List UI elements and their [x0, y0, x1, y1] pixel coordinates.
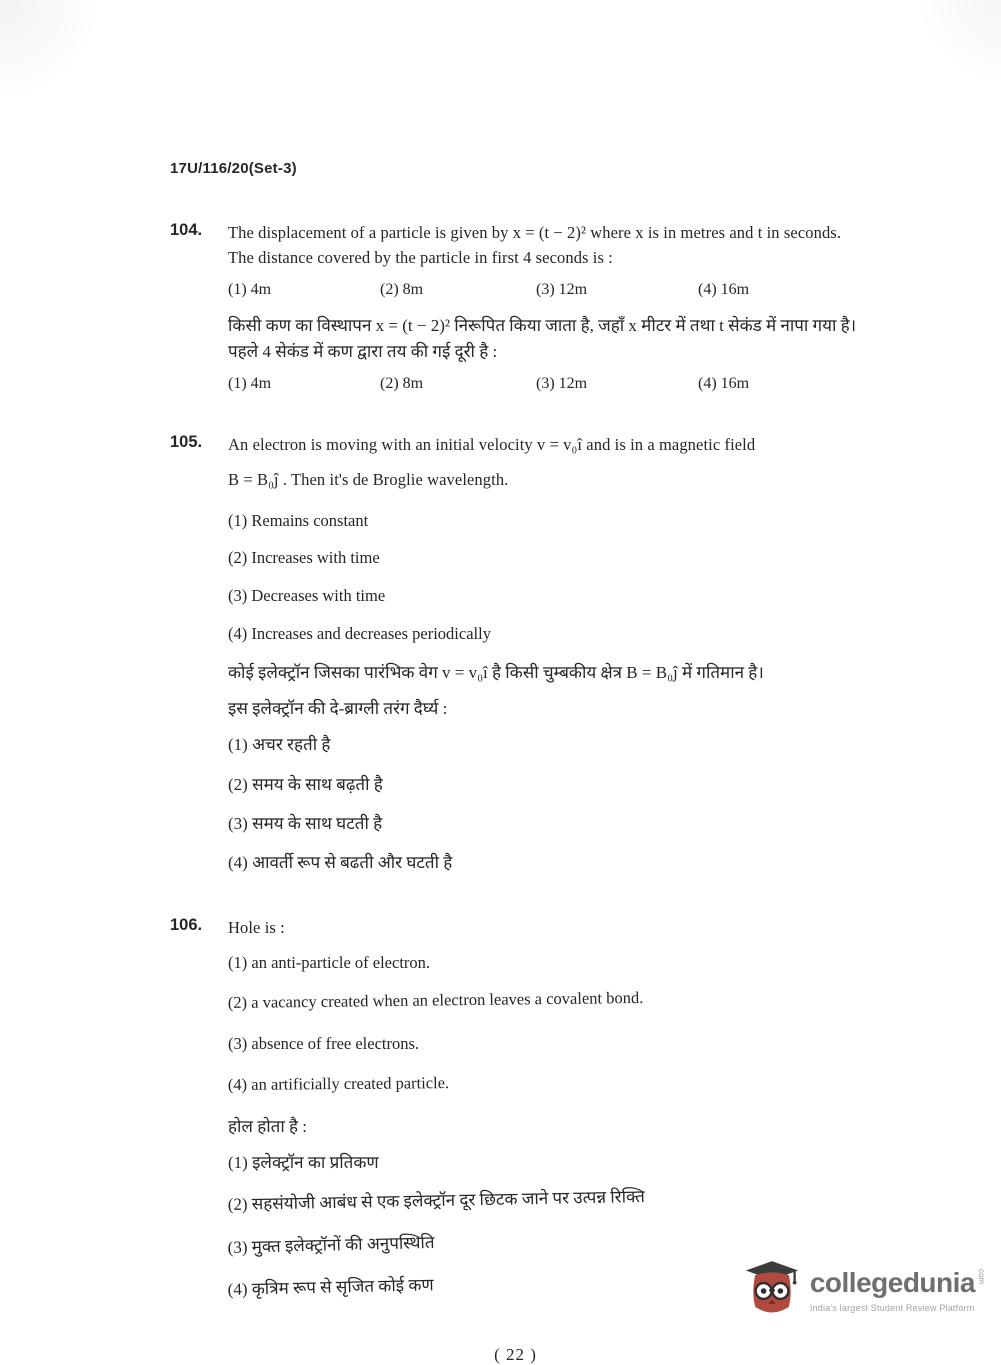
question-104 [170, 221, 861, 407]
option-4: (4) an artificially created particle. [227, 1072, 450, 1094]
option-1: (1) Remains constant [228, 510, 369, 530]
question-106 [170, 916, 861, 1319]
question-104-options-en [228, 281, 860, 299]
option-4: (4) कृत्रिम रूप से सृजित कोई कण [227, 1275, 434, 1299]
option-1: (1) 4m [228, 375, 272, 393]
option-1: (1) an anti-particle of electron. [228, 952, 431, 972]
option-2: (2) a vacancy created when an electron leaves a covalent bond. [227, 988, 644, 1013]
collegedunia-logo [744, 1260, 985, 1322]
option-4: (4) Increases and decreases periodically [228, 623, 491, 643]
page-number: ( 22 ) [494, 1345, 537, 1365]
question-104-text-en: The displacement of a particle is given by x = (t − 2)² where x is in metres and t in seconds. The distance covered by the particle in first 4 seconds is : [228, 223, 842, 267]
option-3: (3) 12m [536, 280, 588, 298]
option-2: (2) सहसंयोजी आबंध से एक इलेक्ट्रॉन दूर छिटक जाने पर उत्पन्न रिक्ति [227, 1187, 646, 1215]
option-3: (3) absence of free electrons. [228, 1034, 420, 1053]
option-3: (3) Decreases with time [228, 586, 386, 606]
option-2: (2) 8m [380, 280, 424, 298]
question-105-text-en: An electron is moving with an initial velocity v = v₀î and is in a magnetic field [228, 435, 756, 455]
option-4: (4) आवर्ती रूप से बढती और घटती है [228, 853, 453, 873]
brand-name: collegedunia [809, 1267, 975, 1298]
option-4: (4) 16m [698, 375, 750, 393]
brand-tagline: India's largest Student Review Platform [809, 1303, 975, 1313]
option-1: (1) अचर रहती है [228, 735, 331, 755]
question-104-options-hi [228, 375, 860, 393]
option-4: (4) 16m [698, 280, 750, 298]
option-3: (3) मुक्त इलेक्ट्रॉनों की अनुपस्थिति [227, 1232, 435, 1257]
option-2: (2) 8m [380, 375, 424, 393]
question-106-number: 106. [170, 915, 203, 934]
owl-mascot-icon [744, 1260, 800, 1322]
question-106-text-hi: होल होता है : [228, 1116, 307, 1136]
question-106-text-en: Hole is : [228, 917, 285, 937]
question-105-number: 105. [170, 433, 203, 452]
question-105-text-hi-2: इस इलेक्ट्रॉन की दे-ब्राग्ली तरंग दैर्घ्य : [228, 699, 448, 719]
question-104-text-hi: किसी कण का विस्थापन x = (t − 2)² निरूपित किया जाता है, जहाँ x मीटर में तथा t सेकंड में नापा गया है। पहले 4 सेकंड में कण द्वारा तय की गई दूरी है : [228, 315, 857, 361]
question-105 [170, 433, 861, 890]
question-105-text-en-2: B = B₀ĵ . Then it's de Broglie wavelength. [228, 469, 509, 489]
option-3: (3) समय के साथ घटती है [228, 814, 383, 834]
option-2: (2) समय के साथ बढ़ती है [228, 774, 383, 794]
option-2: (2) Increases with time [228, 548, 380, 568]
paper-code: 17U/116/20(Set-3) [170, 160, 297, 177]
option-1: (1) 4m [228, 280, 272, 298]
option-3: (3) 12m [536, 375, 588, 393]
option-1: (1) इलेक्ट्रॉन का प्रतिकण [228, 1152, 379, 1172]
question-105-text-hi: कोई इलेक्ट्रॉन जिसका पारंभिक वेग v = v₀î है किसी चुम्बकीय क्षेत्र B = B₀ĵ में गतिमान है। [228, 662, 764, 682]
brand-suffix: com [977, 1269, 986, 1285]
question-104-number: 104. [170, 221, 203, 239]
